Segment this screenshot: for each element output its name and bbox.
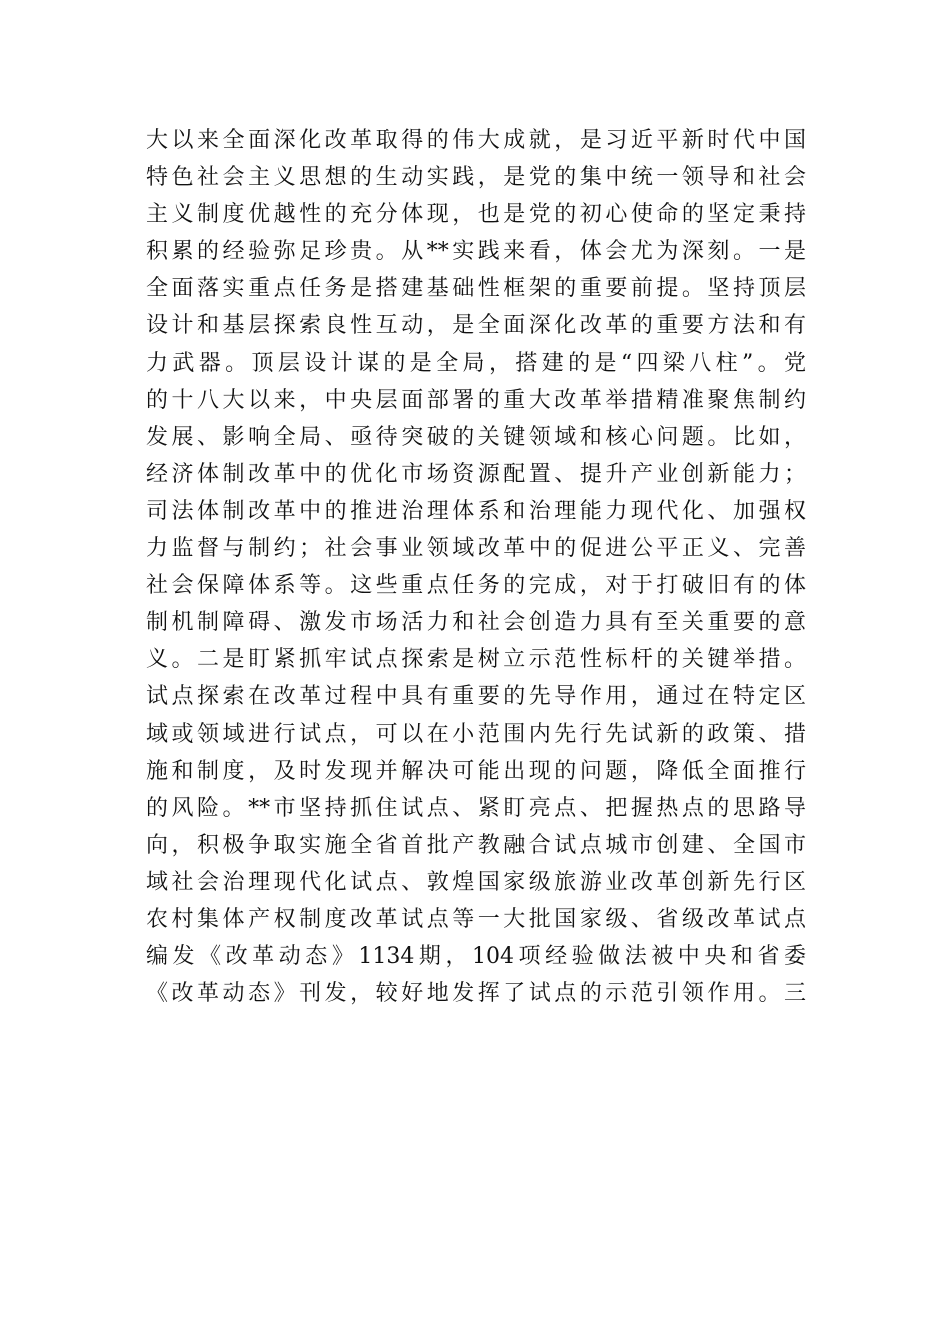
text-line-7: 力武器。顶层设计谋的是全局，搭建的是“四梁八柱”。党 <box>146 350 806 376</box>
text-line-8: 的十八大以来，中央层面部署的重大改革举措精准聚焦制约 <box>146 387 806 413</box>
text-line-15: 义。二是盯紧抓牢试点探索是树立示范性标杆的关键举措。 <box>146 647 806 673</box>
text-line-4: 积累的经验弥足珍贵。从**实践来看，体会尤为深刻。一是 <box>146 239 806 265</box>
text-line-1: 大以来全面深化改革取得的伟大成就，是习近平新时代中国 <box>146 128 806 153</box>
text-line-14: 制机制障碍、激发市场活力和社会创造力具有至关重要的意 <box>146 610 806 636</box>
text-line-17: 域或领域进行试点，可以在小范围内先行先试新的政策、措 <box>146 721 806 747</box>
text-line-22: 农村集体产权制度改革试点等一大批国家级、省级改革试点 <box>146 906 806 932</box>
text-line-13: 社会保障体系等。这些重点任务的完成，对于打破旧有的体 <box>146 573 806 599</box>
body-paragraph <box>146 122 806 1012</box>
text-line-16: 试点探索在改革过程中具有重要的先导作用，通过在特定区 <box>146 684 806 710</box>
text-line-24: 《改革动态》刊发，较好地发挥了试点的示范引领作用。三 <box>146 981 806 1007</box>
text-line-18: 施和制度，及时发现并解决可能出现的问题，降低全面推行 <box>146 758 806 784</box>
text-line-9: 发展、影响全局、亟待突破的关键领域和核心问题。比如， <box>146 424 806 450</box>
text-line-10: 经济体制改革中的优化市场资源配置、提升产业创新能力； <box>146 461 806 487</box>
text-line-6: 设计和基层探索良性互动，是全面深化改革的重要方法和有 <box>146 313 806 339</box>
text-line-20: 向，积极争取实施全省首批产教融合试点城市创建、全国市 <box>146 832 806 858</box>
text-line-21: 域社会治理现代化试点、敦煌国家级旅游业改革创新先行区 <box>146 869 806 895</box>
text-line-2: 特色社会主义思想的生动实践，是党的集中统一领导和社会 <box>146 165 806 191</box>
text-line-11: 司法体制改革中的推进治理体系和治理能力现代化、加强权 <box>146 498 806 524</box>
text-line-12: 力监督与制约；社会事业领域改革中的促进公平正义、完善 <box>146 536 806 562</box>
text-line-5: 全面落实重点任务是搭建基础性框架的重要前提。坚持顶层 <box>146 276 806 302</box>
text-line-19: 的风险。**市坚持抓住试点、紧盯亮点、把握热点的思路导 <box>146 795 806 821</box>
text-line-23: 编发《改革动态》1134期，104项经验做法被中央和省委 <box>146 944 806 970</box>
text-line-3: 主义制度优越性的充分体现，也是党的初心使命的坚定秉持 <box>146 202 806 228</box>
